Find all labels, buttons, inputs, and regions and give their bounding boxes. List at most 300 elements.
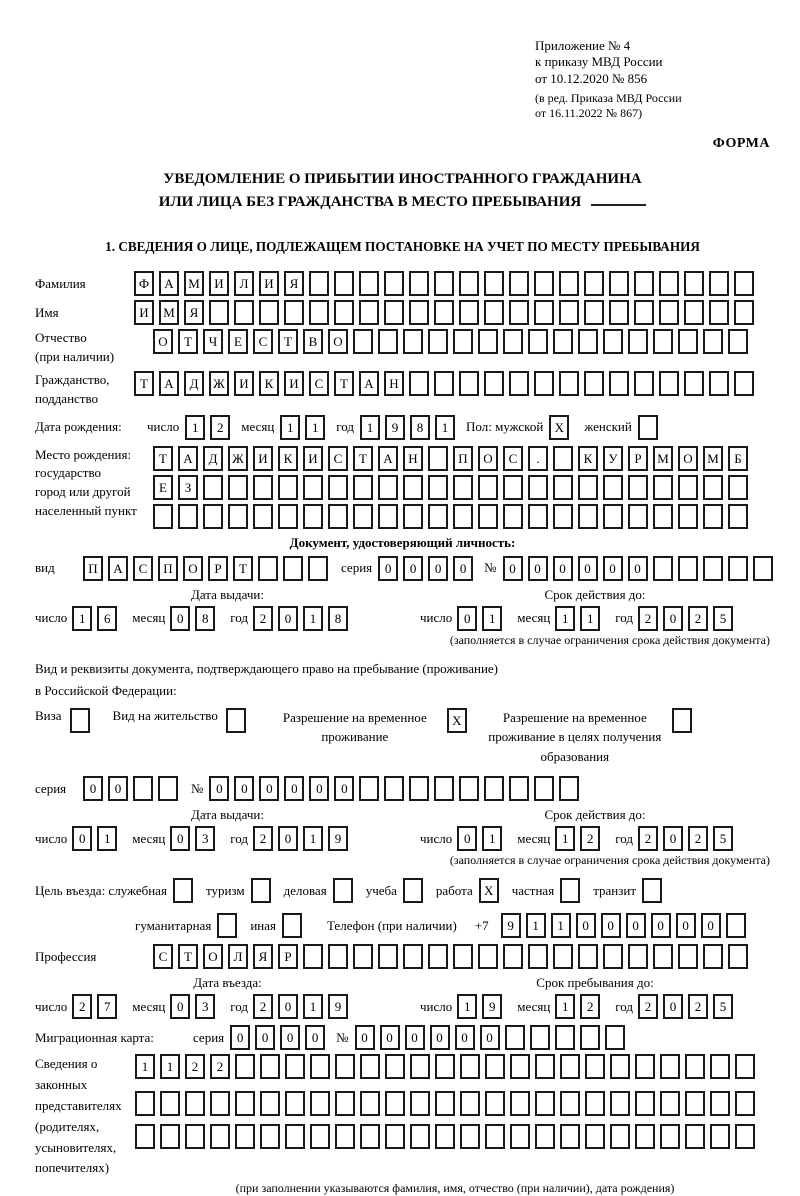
form-cell[interactable] xyxy=(635,1091,655,1116)
form-cell[interactable] xyxy=(728,475,748,500)
form-cell[interactable] xyxy=(528,475,548,500)
residence-permit-checkbox[interactable] xyxy=(226,708,251,733)
purpose-tourism-checkbox[interactable] xyxy=(251,878,276,903)
form-cell[interactable]: 0 xyxy=(428,556,448,581)
form-cell[interactable] xyxy=(428,475,448,500)
form-cell[interactable]: Н xyxy=(403,446,423,471)
form-cell[interactable]: М xyxy=(653,446,673,471)
form-cell[interactable] xyxy=(283,556,303,581)
form-cell[interactable]: 0 xyxy=(305,1025,325,1050)
form-cell[interactable]: 5 xyxy=(713,606,733,631)
purpose-transit-checkbox[interactable] xyxy=(642,878,667,903)
form-cell[interactable]: Ч xyxy=(203,329,223,354)
form-cell[interactable] xyxy=(584,371,604,396)
form-cell[interactable]: 5 xyxy=(713,826,733,851)
form-cell[interactable]: Т xyxy=(334,371,354,396)
form-cell[interactable] xyxy=(642,878,662,903)
form-cell[interactable] xyxy=(303,475,323,500)
form-cell[interactable]: 2 xyxy=(688,994,708,1019)
purpose-study-checkbox[interactable] xyxy=(403,878,428,903)
form-cell[interactable] xyxy=(335,1091,355,1116)
form-cell[interactable]: 0 xyxy=(170,606,190,631)
form-cell[interactable]: 1 xyxy=(360,415,380,440)
form-cell[interactable] xyxy=(234,300,254,325)
form-cell[interactable] xyxy=(410,1091,430,1116)
form-cell[interactable] xyxy=(610,1124,630,1149)
form-cell[interactable] xyxy=(578,475,598,500)
form-cell[interactable] xyxy=(434,271,454,296)
form-cell[interactable] xyxy=(660,1054,680,1079)
form-cell[interactable]: 0 xyxy=(403,556,423,581)
form-cell[interactable] xyxy=(485,1054,505,1079)
form-cell[interactable] xyxy=(253,504,273,529)
form-cell[interactable] xyxy=(328,944,348,969)
form-cell[interactable]: 2 xyxy=(185,1054,205,1079)
form-cell[interactable]: 0 xyxy=(457,606,477,631)
form-cell[interactable] xyxy=(635,1124,655,1149)
form-cell[interactable]: 1 xyxy=(305,415,325,440)
form-cell[interactable]: 1 xyxy=(280,415,300,440)
form-cell[interactable] xyxy=(703,329,723,354)
form-cell[interactable]: О xyxy=(153,329,173,354)
form-cell[interactable] xyxy=(585,1054,605,1079)
form-cell[interactable] xyxy=(659,371,679,396)
form-cell[interactable] xyxy=(309,300,329,325)
form-cell[interactable] xyxy=(559,300,579,325)
form-cell[interactable] xyxy=(653,475,673,500)
form-cell[interactable] xyxy=(428,944,448,969)
form-cell[interactable] xyxy=(384,300,404,325)
form-cell[interactable]: И xyxy=(253,446,273,471)
form-cell[interactable] xyxy=(235,1124,255,1149)
form-cell[interactable] xyxy=(653,556,673,581)
form-cell[interactable]: 0 xyxy=(528,556,548,581)
form-cell[interactable]: Я xyxy=(184,300,204,325)
form-cell[interactable] xyxy=(528,944,548,969)
form-cell[interactable] xyxy=(484,271,504,296)
form-cell[interactable]: Я xyxy=(253,944,273,969)
form-cell[interactable] xyxy=(535,1091,555,1116)
form-cell[interactable] xyxy=(609,371,629,396)
form-cell[interactable] xyxy=(634,271,654,296)
form-cell[interactable]: И xyxy=(303,446,323,471)
form-cell[interactable] xyxy=(559,271,579,296)
form-cell[interactable] xyxy=(678,504,698,529)
purpose-humanitarian-checkbox[interactable] xyxy=(217,913,242,938)
form-cell[interactable]: М xyxy=(703,446,723,471)
form-cell[interactable] xyxy=(609,300,629,325)
form-cell[interactable] xyxy=(528,329,548,354)
form-cell[interactable] xyxy=(217,913,237,938)
form-cell[interactable] xyxy=(353,944,373,969)
form-cell[interactable] xyxy=(328,504,348,529)
form-cell[interactable] xyxy=(403,475,423,500)
form-cell[interactable]: 2 xyxy=(253,994,273,1019)
form-cell[interactable]: С xyxy=(503,446,523,471)
form-cell[interactable] xyxy=(584,300,604,325)
form-cell[interactable]: 2 xyxy=(210,415,230,440)
form-cell[interactable]: 0 xyxy=(230,1025,250,1050)
form-cell[interactable] xyxy=(409,271,429,296)
form-cell[interactable] xyxy=(209,300,229,325)
form-cell[interactable] xyxy=(653,329,673,354)
form-cell[interactable]: 0 xyxy=(72,826,92,851)
form-cell[interactable]: 8 xyxy=(410,415,430,440)
form-cell[interactable]: 9 xyxy=(328,994,348,1019)
form-cell[interactable] xyxy=(459,776,479,801)
form-cell[interactable]: 2 xyxy=(638,994,658,1019)
form-cell[interactable] xyxy=(585,1124,605,1149)
form-cell[interactable] xyxy=(359,300,379,325)
form-cell[interactable] xyxy=(553,475,573,500)
form-cell[interactable] xyxy=(285,1124,305,1149)
form-cell[interactable] xyxy=(478,475,498,500)
form-cell[interactable]: 0 xyxy=(355,1025,375,1050)
form-cell[interactable]: 2 xyxy=(253,606,273,631)
form-cell[interactable] xyxy=(203,504,223,529)
form-cell[interactable]: А xyxy=(178,446,198,471)
form-cell[interactable] xyxy=(133,776,153,801)
form-cell[interactable]: Р xyxy=(278,944,298,969)
form-cell[interactable]: 0 xyxy=(578,556,598,581)
form-cell[interactable] xyxy=(260,1054,280,1079)
form-cell[interactable] xyxy=(285,1091,305,1116)
form-cell[interactable]: Н xyxy=(384,371,404,396)
form-cell[interactable] xyxy=(735,1054,755,1079)
form-cell[interactable] xyxy=(734,371,754,396)
form-cell[interactable] xyxy=(685,1124,705,1149)
form-cell[interactable] xyxy=(628,475,648,500)
form-cell[interactable] xyxy=(285,1054,305,1079)
purpose-official-checkbox[interactable] xyxy=(173,878,198,903)
form-cell[interactable]: А xyxy=(159,271,179,296)
form-cell[interactable] xyxy=(628,944,648,969)
form-cell[interactable] xyxy=(485,1091,505,1116)
form-cell[interactable]: 2 xyxy=(72,994,92,1019)
form-cell[interactable] xyxy=(460,1124,480,1149)
purpose-private-checkbox[interactable] xyxy=(560,878,585,903)
form-cell[interactable]: С xyxy=(328,446,348,471)
form-cell[interactable]: 0 xyxy=(651,913,671,938)
form-cell[interactable]: И xyxy=(134,300,154,325)
form-cell[interactable] xyxy=(478,504,498,529)
form-cell[interactable] xyxy=(309,271,329,296)
form-cell[interactable]: О xyxy=(328,329,348,354)
form-cell[interactable] xyxy=(735,1091,755,1116)
form-cell[interactable]: Т xyxy=(134,371,154,396)
form-cell[interactable]: Ж xyxy=(209,371,229,396)
form-cell[interactable] xyxy=(534,371,554,396)
form-cell[interactable] xyxy=(378,475,398,500)
form-cell[interactable] xyxy=(584,271,604,296)
form-cell[interactable] xyxy=(735,1124,755,1149)
form-cell[interactable] xyxy=(660,1091,680,1116)
form-cell[interactable] xyxy=(510,1091,530,1116)
form-cell[interactable] xyxy=(710,1124,730,1149)
form-cell[interactable] xyxy=(678,944,698,969)
form-cell[interactable]: 1 xyxy=(185,415,205,440)
form-cell[interactable]: 1 xyxy=(551,913,571,938)
form-cell[interactable] xyxy=(603,944,623,969)
form-cell[interactable] xyxy=(333,878,353,903)
form-cell[interactable] xyxy=(303,944,323,969)
form-cell[interactable] xyxy=(709,300,729,325)
form-cell[interactable] xyxy=(503,329,523,354)
form-cell[interactable]: . xyxy=(528,446,548,471)
form-cell[interactable] xyxy=(560,1054,580,1079)
form-cell[interactable] xyxy=(410,1054,430,1079)
form-cell[interactable] xyxy=(609,271,629,296)
form-cell[interactable]: П xyxy=(453,446,473,471)
form-cell[interactable] xyxy=(434,776,454,801)
form-cell[interactable] xyxy=(553,329,573,354)
form-cell[interactable] xyxy=(678,556,698,581)
form-cell[interactable] xyxy=(685,1091,705,1116)
form-cell[interactable] xyxy=(459,371,479,396)
form-cell[interactable]: Т xyxy=(178,329,198,354)
form-cell[interactable]: З xyxy=(178,475,198,500)
form-cell[interactable]: 0 xyxy=(626,913,646,938)
form-cell[interactable]: С xyxy=(153,944,173,969)
form-cell[interactable] xyxy=(378,504,398,529)
form-cell[interactable] xyxy=(428,329,448,354)
form-cell[interactable] xyxy=(360,1054,380,1079)
form-cell[interactable]: М xyxy=(184,271,204,296)
form-cell[interactable] xyxy=(459,271,479,296)
form-cell[interactable]: А xyxy=(108,556,128,581)
form-cell[interactable]: X xyxy=(447,708,467,733)
form-cell[interactable] xyxy=(726,913,746,938)
form-cell[interactable] xyxy=(628,504,648,529)
form-cell[interactable] xyxy=(678,475,698,500)
purpose-work-checkbox[interactable] xyxy=(479,878,504,903)
form-cell[interactable] xyxy=(559,371,579,396)
form-cell[interactable] xyxy=(535,1054,555,1079)
form-cell[interactable]: 1 xyxy=(555,826,575,851)
sex-female-checkbox[interactable] xyxy=(638,415,663,440)
form-cell[interactable]: М xyxy=(159,300,179,325)
purpose-business-checkbox[interactable] xyxy=(333,878,358,903)
form-cell[interactable] xyxy=(628,329,648,354)
form-cell[interactable] xyxy=(578,504,598,529)
visa-checkbox[interactable] xyxy=(70,708,95,733)
form-cell[interactable]: Е xyxy=(153,475,173,500)
form-cell[interactable]: 0 xyxy=(170,994,190,1019)
form-cell[interactable]: Ф xyxy=(134,271,154,296)
form-cell[interactable]: 7 xyxy=(97,994,117,1019)
form-cell[interactable] xyxy=(638,415,658,440)
form-cell[interactable]: 0 xyxy=(430,1025,450,1050)
form-cell[interactable] xyxy=(728,556,748,581)
form-cell[interactable]: 0 xyxy=(701,913,721,938)
form-cell[interactable] xyxy=(228,475,248,500)
form-cell[interactable] xyxy=(435,1054,455,1079)
form-cell[interactable] xyxy=(510,1124,530,1149)
form-cell[interactable] xyxy=(660,1124,680,1149)
form-cell[interactable] xyxy=(753,556,773,581)
form-cell[interactable] xyxy=(135,1091,155,1116)
form-cell[interactable]: Я xyxy=(284,271,304,296)
form-cell[interactable] xyxy=(585,1091,605,1116)
form-cell[interactable] xyxy=(203,475,223,500)
form-cell[interactable]: 0 xyxy=(284,776,304,801)
rvp-checkbox[interactable] xyxy=(447,708,472,733)
form-cell[interactable]: Т xyxy=(233,556,253,581)
form-cell[interactable] xyxy=(484,776,504,801)
form-cell[interactable] xyxy=(503,475,523,500)
form-cell[interactable]: 0 xyxy=(628,556,648,581)
form-cell[interactable] xyxy=(303,504,323,529)
form-cell[interactable] xyxy=(409,371,429,396)
form-cell[interactable]: 1 xyxy=(160,1054,180,1079)
form-cell[interactable]: 0 xyxy=(480,1025,500,1050)
form-cell[interactable] xyxy=(409,300,429,325)
form-cell[interactable] xyxy=(653,944,673,969)
form-cell[interactable] xyxy=(359,271,379,296)
form-cell[interactable] xyxy=(560,878,580,903)
form-cell[interactable] xyxy=(728,504,748,529)
form-cell[interactable] xyxy=(534,271,554,296)
form-cell[interactable] xyxy=(353,504,373,529)
form-cell[interactable] xyxy=(634,371,654,396)
form-cell[interactable]: 1 xyxy=(482,826,502,851)
form-cell[interactable] xyxy=(385,1124,405,1149)
form-cell[interactable]: Р xyxy=(628,446,648,471)
form-cell[interactable] xyxy=(484,371,504,396)
form-cell[interactable] xyxy=(378,944,398,969)
form-cell[interactable] xyxy=(555,1025,575,1050)
form-cell[interactable]: 0 xyxy=(663,994,683,1019)
form-cell[interactable] xyxy=(310,1124,330,1149)
form-cell[interactable] xyxy=(403,504,423,529)
form-cell[interactable] xyxy=(709,271,729,296)
form-cell[interactable]: 0 xyxy=(309,776,329,801)
form-cell[interactable] xyxy=(580,1025,600,1050)
form-cell[interactable]: 0 xyxy=(378,556,398,581)
form-cell[interactable] xyxy=(284,300,304,325)
form-cell[interactable]: 0 xyxy=(280,1025,300,1050)
form-cell[interactable]: У xyxy=(603,446,623,471)
form-cell[interactable]: 0 xyxy=(108,776,128,801)
form-cell[interactable] xyxy=(160,1124,180,1149)
form-cell[interactable] xyxy=(485,1124,505,1149)
form-cell[interactable] xyxy=(453,944,473,969)
form-cell[interactable] xyxy=(685,1054,705,1079)
form-cell[interactable]: П xyxy=(158,556,178,581)
form-cell[interactable] xyxy=(403,944,423,969)
form-cell[interactable]: 0 xyxy=(259,776,279,801)
form-cell[interactable]: А xyxy=(359,371,379,396)
form-cell[interactable]: 1 xyxy=(97,826,117,851)
form-cell[interactable] xyxy=(603,504,623,529)
form-cell[interactable]: С xyxy=(309,371,329,396)
form-cell[interactable] xyxy=(70,708,90,733)
form-cell[interactable]: К xyxy=(278,446,298,471)
form-cell[interactable] xyxy=(659,300,679,325)
form-cell[interactable]: Л xyxy=(228,944,248,969)
form-cell[interactable]: 1 xyxy=(435,415,455,440)
form-cell[interactable] xyxy=(560,1091,580,1116)
form-cell[interactable]: К xyxy=(259,371,279,396)
form-cell[interactable]: С xyxy=(253,329,273,354)
form-cell[interactable]: 1 xyxy=(555,606,575,631)
form-cell[interactable]: В xyxy=(303,329,323,354)
form-cell[interactable] xyxy=(160,1091,180,1116)
form-cell[interactable] xyxy=(684,300,704,325)
form-cell[interactable]: 0 xyxy=(453,556,473,581)
form-cell[interactable]: 2 xyxy=(688,606,708,631)
form-cell[interactable]: 0 xyxy=(170,826,190,851)
form-cell[interactable] xyxy=(510,1054,530,1079)
form-cell[interactable] xyxy=(428,504,448,529)
form-cell[interactable]: 0 xyxy=(209,776,229,801)
form-cell[interactable]: 0 xyxy=(83,776,103,801)
form-cell[interactable] xyxy=(359,776,379,801)
form-cell[interactable]: 1 xyxy=(555,994,575,1019)
form-cell[interactable]: 0 xyxy=(234,776,254,801)
form-cell[interactable]: X xyxy=(549,415,569,440)
form-cell[interactable] xyxy=(460,1091,480,1116)
form-cell[interactable]: 1 xyxy=(580,606,600,631)
form-cell[interactable] xyxy=(528,504,548,529)
form-cell[interactable] xyxy=(534,300,554,325)
form-cell[interactable]: 9 xyxy=(385,415,405,440)
form-cell[interactable]: 1 xyxy=(135,1054,155,1079)
form-cell[interactable] xyxy=(703,475,723,500)
form-cell[interactable] xyxy=(226,708,246,733)
form-cell[interactable] xyxy=(135,1124,155,1149)
form-cell[interactable] xyxy=(235,1054,255,1079)
form-cell[interactable]: А xyxy=(378,446,398,471)
form-cell[interactable] xyxy=(553,446,573,471)
form-cell[interactable] xyxy=(434,371,454,396)
form-cell[interactable]: С xyxy=(133,556,153,581)
form-cell[interactable] xyxy=(672,708,692,733)
form-cell[interactable] xyxy=(453,504,473,529)
form-cell[interactable] xyxy=(478,329,498,354)
form-cell[interactable] xyxy=(158,776,178,801)
form-cell[interactable]: 1 xyxy=(482,606,502,631)
form-cell[interactable] xyxy=(310,1091,330,1116)
form-cell[interactable]: Ж xyxy=(228,446,248,471)
form-cell[interactable] xyxy=(603,329,623,354)
form-cell[interactable] xyxy=(684,271,704,296)
form-cell[interactable]: 0 xyxy=(663,826,683,851)
form-cell[interactable] xyxy=(453,329,473,354)
form-cell[interactable] xyxy=(509,776,529,801)
form-cell[interactable]: 9 xyxy=(482,994,502,1019)
form-cell[interactable] xyxy=(360,1091,380,1116)
form-cell[interactable] xyxy=(484,300,504,325)
form-cell[interactable] xyxy=(703,504,723,529)
form-cell[interactable] xyxy=(210,1124,230,1149)
form-cell[interactable] xyxy=(535,1124,555,1149)
form-cell[interactable] xyxy=(185,1124,205,1149)
form-cell[interactable] xyxy=(335,1124,355,1149)
form-cell[interactable] xyxy=(308,556,328,581)
form-cell[interactable]: 2 xyxy=(580,994,600,1019)
form-cell[interactable]: Т xyxy=(153,446,173,471)
form-cell[interactable] xyxy=(185,1091,205,1116)
form-cell[interactable] xyxy=(534,776,554,801)
form-cell[interactable] xyxy=(334,300,354,325)
form-cell[interactable] xyxy=(353,475,373,500)
form-cell[interactable] xyxy=(384,271,404,296)
form-cell[interactable]: Т xyxy=(178,944,198,969)
form-cell[interactable]: Л xyxy=(234,271,254,296)
form-cell[interactable] xyxy=(210,1091,230,1116)
form-cell[interactable]: И xyxy=(209,271,229,296)
